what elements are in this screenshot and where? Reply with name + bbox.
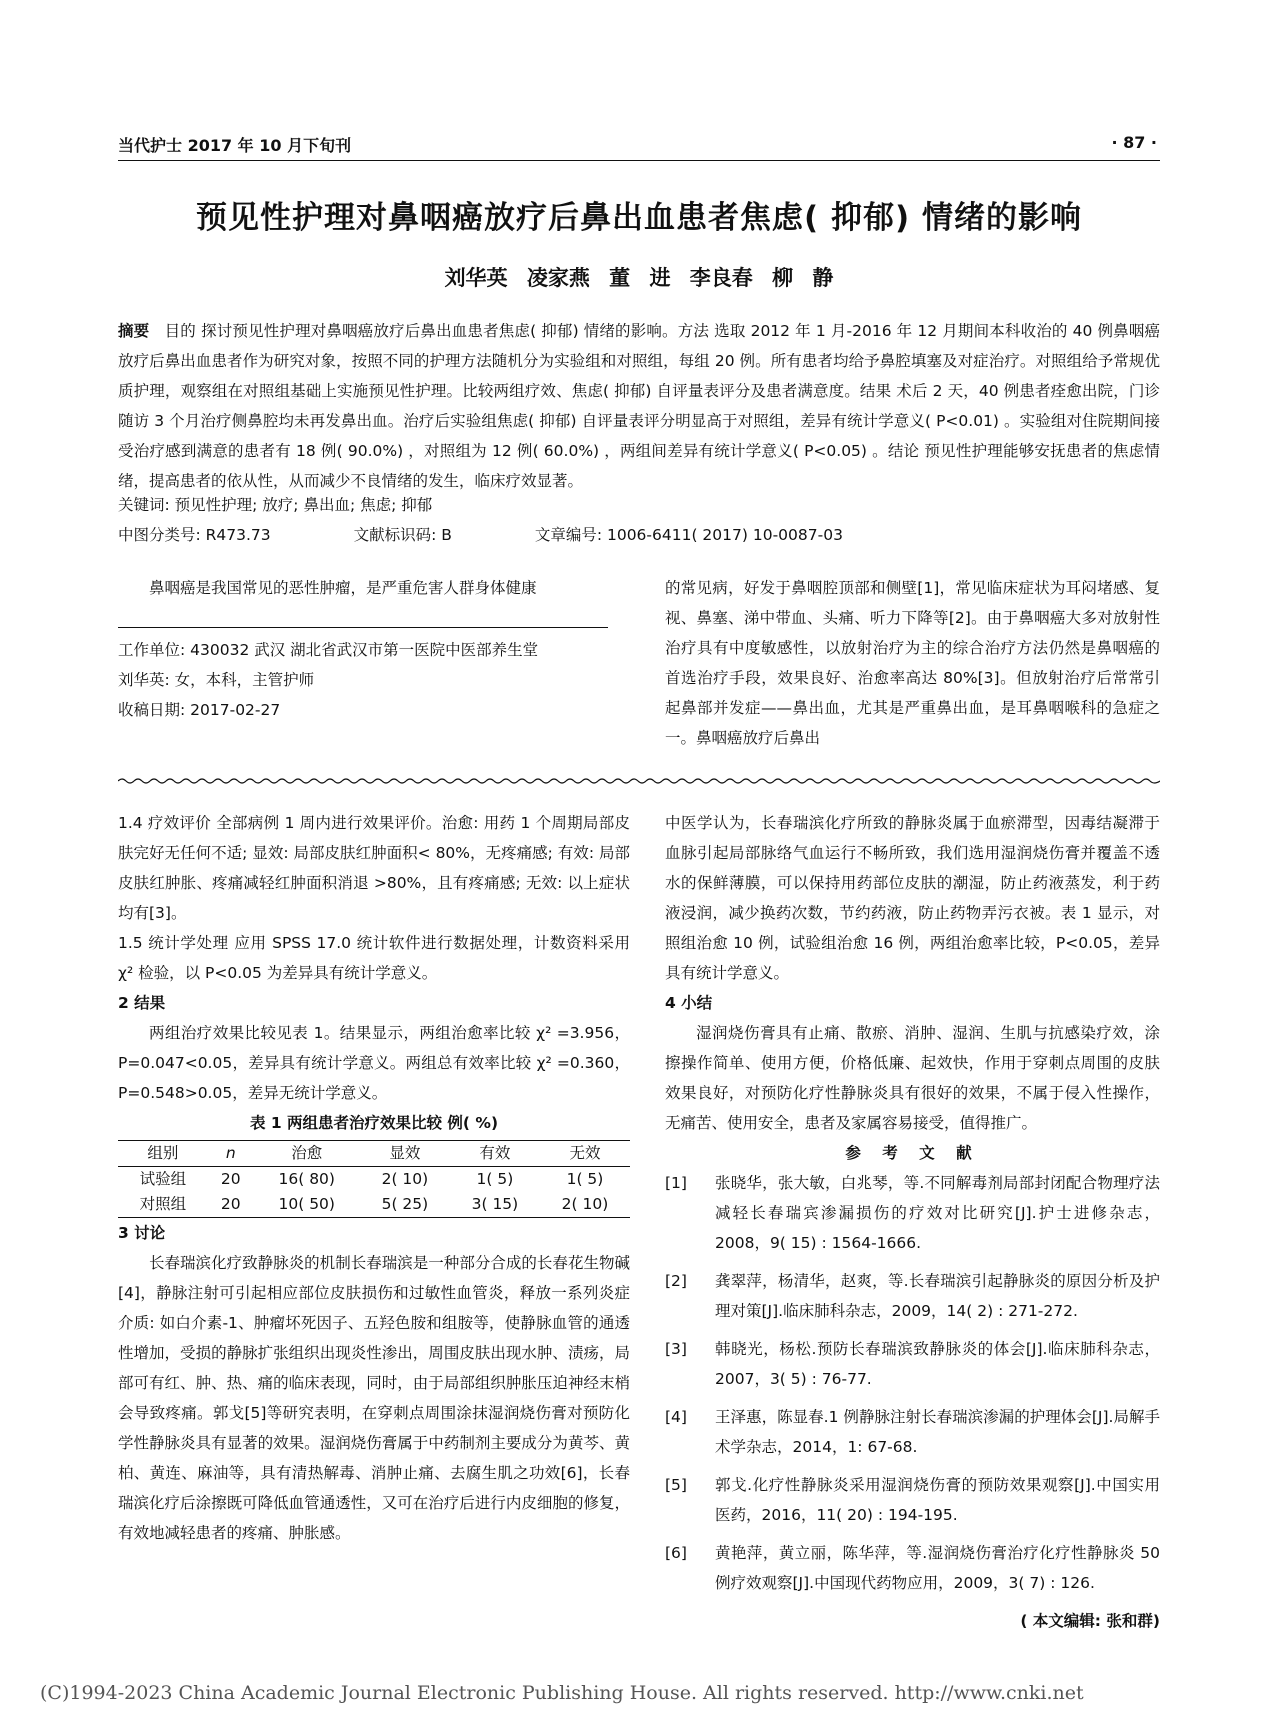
- table-cell: 16( 80): [278, 1170, 335, 1188]
- footnote-received: 收稿日期: 2017-02-27: [118, 701, 281, 719]
- reference-text: 郭戈.化疗性静脉炎采用湿润烧伤膏的预防效果观察[J].中国实用医药，2016，11( 20) : 194-195.: [715, 1476, 1160, 1524]
- clc-number: 中图分类号: R473.73: [118, 526, 271, 544]
- table-header-cell: 组别: [118, 1141, 208, 1167]
- footnote-rule: [118, 627, 608, 628]
- footnote-unit: 工作单位: 430032 武汉 湖北省武汉市第一医院中医部养生堂: [118, 641, 539, 659]
- summary-paragraph: 湿润烧伤膏具有止痛、散瘀、消肿、湿润、生肌与抗感染疗效，涂擦操作简单、使用方便，价格低廉、起效快，作用于穿刺点周围的皮肤效果良好，对预防化疗性静脉炎具有很好的效果，不属于侵入性操作，无痛苦、使用安全，患者及家属容易接受，值得推广。: [665, 1024, 1160, 1132]
- reference-text: 黄艳萍，黄立丽，陈华萍，等.湿润烧伤膏治疗化疗性静脉炎 50 例疗效观察[J].中国现代药物应用，2009，3( 7) : 126.: [715, 1544, 1160, 1592]
- table-header-row: [118, 1141, 630, 1167]
- article-title: 预见性护理对鼻咽癌放疗后鼻出血患者焦虑( 抑郁) 情绪的影响: [196, 200, 1082, 236]
- reference-text: 王泽惠，陈显春.1 例静脉注射长春瑞滨渗漏的护理体会[J].局解手术学杂志，2014，1: 67-68.: [715, 1408, 1160, 1456]
- reference-number: [4]: [665, 1408, 687, 1426]
- reference-item: [665, 1470, 1160, 1530]
- reference-item: [665, 1334, 1160, 1394]
- results-paragraph: 两组治疗效果比较见表 1。结果显示，两组治愈率比较 χ² =3.956，P=0.047<0.05，差异具有统计学意义。两组总有效率比较 χ² =0.360，P=0.548>0.05，差异无统计学意义。: [118, 1024, 630, 1102]
- footnote: [118, 635, 608, 725]
- reference-text: 张晓华，张大敏，白兆琴，等.不同解毒剂局部封闭配合物理疗法减轻长春瑞宾渗漏损伤的疗效对比研究[J].护士进修杂志，2008，9( 15) : 1564-1666.: [715, 1174, 1160, 1252]
- table-cell: 2( 10): [540, 1192, 630, 1218]
- table-cell: 5( 25): [360, 1192, 450, 1218]
- abstract-text: 目的 探讨预见性护理对鼻咽癌放疗后鼻出血患者焦虑( 抑郁) 情绪的影响。方法 选取 2012 年 1 月-2016 年 12 月期间本科收治的 40 例鼻咽癌放疗后鼻出血患者作为研究对象，按照不同的护理方法随机分为实验组和对照组，每组 20 例。所有患者均给予鼻腔填塞及对症治疗。对照组给予常规优质护理，观察组在对照组基础上实施预见性护理。比较两组疗效、焦虑( 抑郁) 自评量表评分及患者满意度。结果 术后 2 天，40 例患者痊愈出院，门诊随访 3 个月治疗侧鼻腔均未再发鼻出血。治疗后实验组焦虑( 抑郁) 自评量表评分明显高于对照组，差异有统计学意义( P<0.01) 。实验组对住院期间接受治疗感到满意的患者有 18 例( 90.0%) ，对照组为 12 例( 60.0%) ，两组间差异有统计学意义( P<0.05) 。结论 预见性护理能够安抚患者的焦虑情绪，提高患者的依从性，从而减少不良情绪的发生，临床疗效显著。: [118, 322, 1160, 490]
- heading-discussion: 3 讨论: [118, 1224, 166, 1242]
- abstract: [118, 316, 1160, 496]
- header-rule: [118, 160, 1160, 161]
- journal-header: 当代护士 2017 年 10 月下旬刊: [118, 136, 352, 155]
- editor-note: ( 本文编辑: 张和群): [1020, 1612, 1160, 1630]
- references-heading: 参 考 文 献: [845, 1144, 980, 1162]
- table-header-cell: 显效: [360, 1141, 450, 1167]
- table-cell: 10( 50): [254, 1192, 360, 1218]
- section-1-4: 1.4 疗效评价 全部病例 1 周内进行效果评价。治愈: 用药 1 个周期局部皮肤完好无任何不适; 显效: 局部皮肤红肿面积< 80%，无疼痛感; 有效: 局部皮肤红肿胀、疼痛减轻红肿面积消退 >80%，且有疼痛感; 无效: 以上症状均有[3]。: [118, 814, 630, 922]
- reference-number: [6]: [665, 1544, 687, 1562]
- table-header-cell: 有效: [450, 1141, 540, 1167]
- keywords: 关键词: 预见性护理; 放疗; 鼻出血; 焦虑; 抑郁: [118, 496, 433, 514]
- reference-text: 龚翠萍，杨清华，赵爽，等.长春瑞滨引起静脉炎的原因分析及护理对策[J].临床肺科杂志，2009，14( 2) : 271-272.: [715, 1272, 1160, 1320]
- table-cell: 2( 10): [381, 1170, 429, 1188]
- table-row: [118, 1192, 630, 1218]
- table-header-cell: 无效: [540, 1141, 630, 1167]
- reference-number: [5]: [665, 1476, 687, 1494]
- table-cell: 20: [208, 1192, 254, 1218]
- table-cell: 1( 5): [566, 1170, 604, 1188]
- page-number: · 87 ·: [1111, 133, 1157, 152]
- classification-line: [118, 523, 1160, 545]
- reference-number: [1]: [665, 1174, 687, 1192]
- discussion-paragraph: 长春瑞滨化疗致静脉炎的机制长春瑞滨是一种部分合成的长春花生物碱[4]，静脉注射可引起相应部位皮肤损伤和过敏性血管炎，释放一系列炎症介质: 如白介素-1、肿瘤坏死因子、五羟色胺和组胺等，使静脉血管的通透性增加，受损的静脉扩张组织出现炎性渗出，周围皮肤出现水肿、渍疡，局部可有红、肿、热、痛的临床表现，同时，由于局部组织肿胀压迫神经末梢会导致疼痛。郭戈[5]等研究表明，在穿刺点周围涂抹湿润烧伤膏对预防化学性静脉炎具有显著的效果。湿润烧伤膏属于中药制剂主要成分为黄芩、黄柏、黄连、麻油等，具有清热解毒、消肿止痛、去腐生肌之功效[6]，长春瑞滨化疗后涂擦既可降低血管通透性，又可在治疗后进行内皮细胞的修复，有效地减轻患者的疼痛、肿胀感。: [118, 1254, 630, 1542]
- reference-text: 韩晓光，杨松.预防长春瑞滨致静脉炎的体会[J].临床肺科杂志，2007，3( 5) : 76-77.: [715, 1340, 1160, 1388]
- document-code: 文献标识码: B: [353, 526, 452, 544]
- table-cell: 3( 15): [450, 1192, 540, 1218]
- table-cell: 试验组: [139, 1170, 187, 1188]
- reference-list: [665, 1168, 1160, 1598]
- footnote-author: 刘华英: 女，本科，主管护师: [118, 671, 315, 689]
- intro-right-text: 的常见病，好发于鼻咽腔顶部和侧壁[1]，常见临床症状为耳闷堵感、复视、鼻塞、涕中带血、头痛、听力下降等[2]。由于鼻咽癌大多对放射性治疗具有中度敏感性，以放射治疗为主的综合治疗方法仍然是鼻咽癌的首选治疗手段，效果良好、治愈率高达 80%[3]。但放射治疗后常常引起鼻部并发症——鼻出血，尤其是严重鼻出血，是耳鼻咽喉科的急症之一。鼻咽癌放疗后鼻出: [665, 579, 1160, 747]
- left-column: [118, 808, 630, 1548]
- intro-left: [118, 573, 608, 603]
- reference-item: [665, 1538, 1160, 1598]
- table-header-cell: n: [208, 1141, 254, 1167]
- table-caption: 表 1 两组患者治疗效果比较 例( %): [249, 1114, 499, 1132]
- reference-number: [2]: [665, 1272, 687, 1290]
- intro-left-text: 鼻咽癌是我国常见的恶性肿瘤，是严重危害人群身体健康: [149, 579, 537, 597]
- reference-item: [665, 1402, 1160, 1462]
- heading-results: 2 结果: [118, 994, 166, 1012]
- tcm-paragraph: 中医学认为，长春瑞滨化疗所致的静脉炎属于血瘀滞型，因毒结凝滞于血脉引起局部脉络气血运行不畅所致，我们选用湿润烧伤膏并覆盖不透水的保鲜薄膜，可以保持用药部位皮肤的潮湿，防止药液蒸发，利于药液浸润，减少换药次数，节约药液，防止药物弄污衣被。表 1 显示，对照组治愈 10 例，试验组治愈 16 例，两组治愈率比较，P<0.05，差异具有统计学意义。: [665, 814, 1160, 982]
- copyright-footer: (C)1994-2023 China Academic Journal Electronic Publishing House. All rights reserved. http://www.cnki.net: [40, 1682, 1084, 1704]
- article-authors: 刘华英 凌家燕 董 进 李良春 柳 静: [444, 266, 834, 290]
- table-cell: 1( 5): [476, 1170, 514, 1188]
- reference-number: [3]: [665, 1340, 687, 1358]
- abstract-label: 摘要: [118, 322, 150, 340]
- table-cell: 对照组: [118, 1192, 208, 1218]
- reference-item: [665, 1168, 1160, 1258]
- reference-item: [665, 1266, 1160, 1326]
- table-row: [118, 1167, 630, 1193]
- wavy-separator: [118, 777, 1160, 785]
- results-table: [118, 1140, 630, 1218]
- right-column: [665, 808, 1160, 1636]
- article-number: 文章编号: 1006-6411( 2017) 10-0087-03: [534, 526, 843, 544]
- table-cell: 20: [220, 1170, 241, 1188]
- heading-summary: 4 小结: [665, 994, 713, 1012]
- table-header-cell: 治愈: [254, 1141, 360, 1167]
- intro-right: [665, 573, 1160, 753]
- section-1-5: 1.5 统计学处理 应用 SPSS 17.0 统计软件进行数据处理，计数资料采用 χ² 检验，以 P<0.05 为差异具有统计学意义。: [118, 934, 630, 982]
